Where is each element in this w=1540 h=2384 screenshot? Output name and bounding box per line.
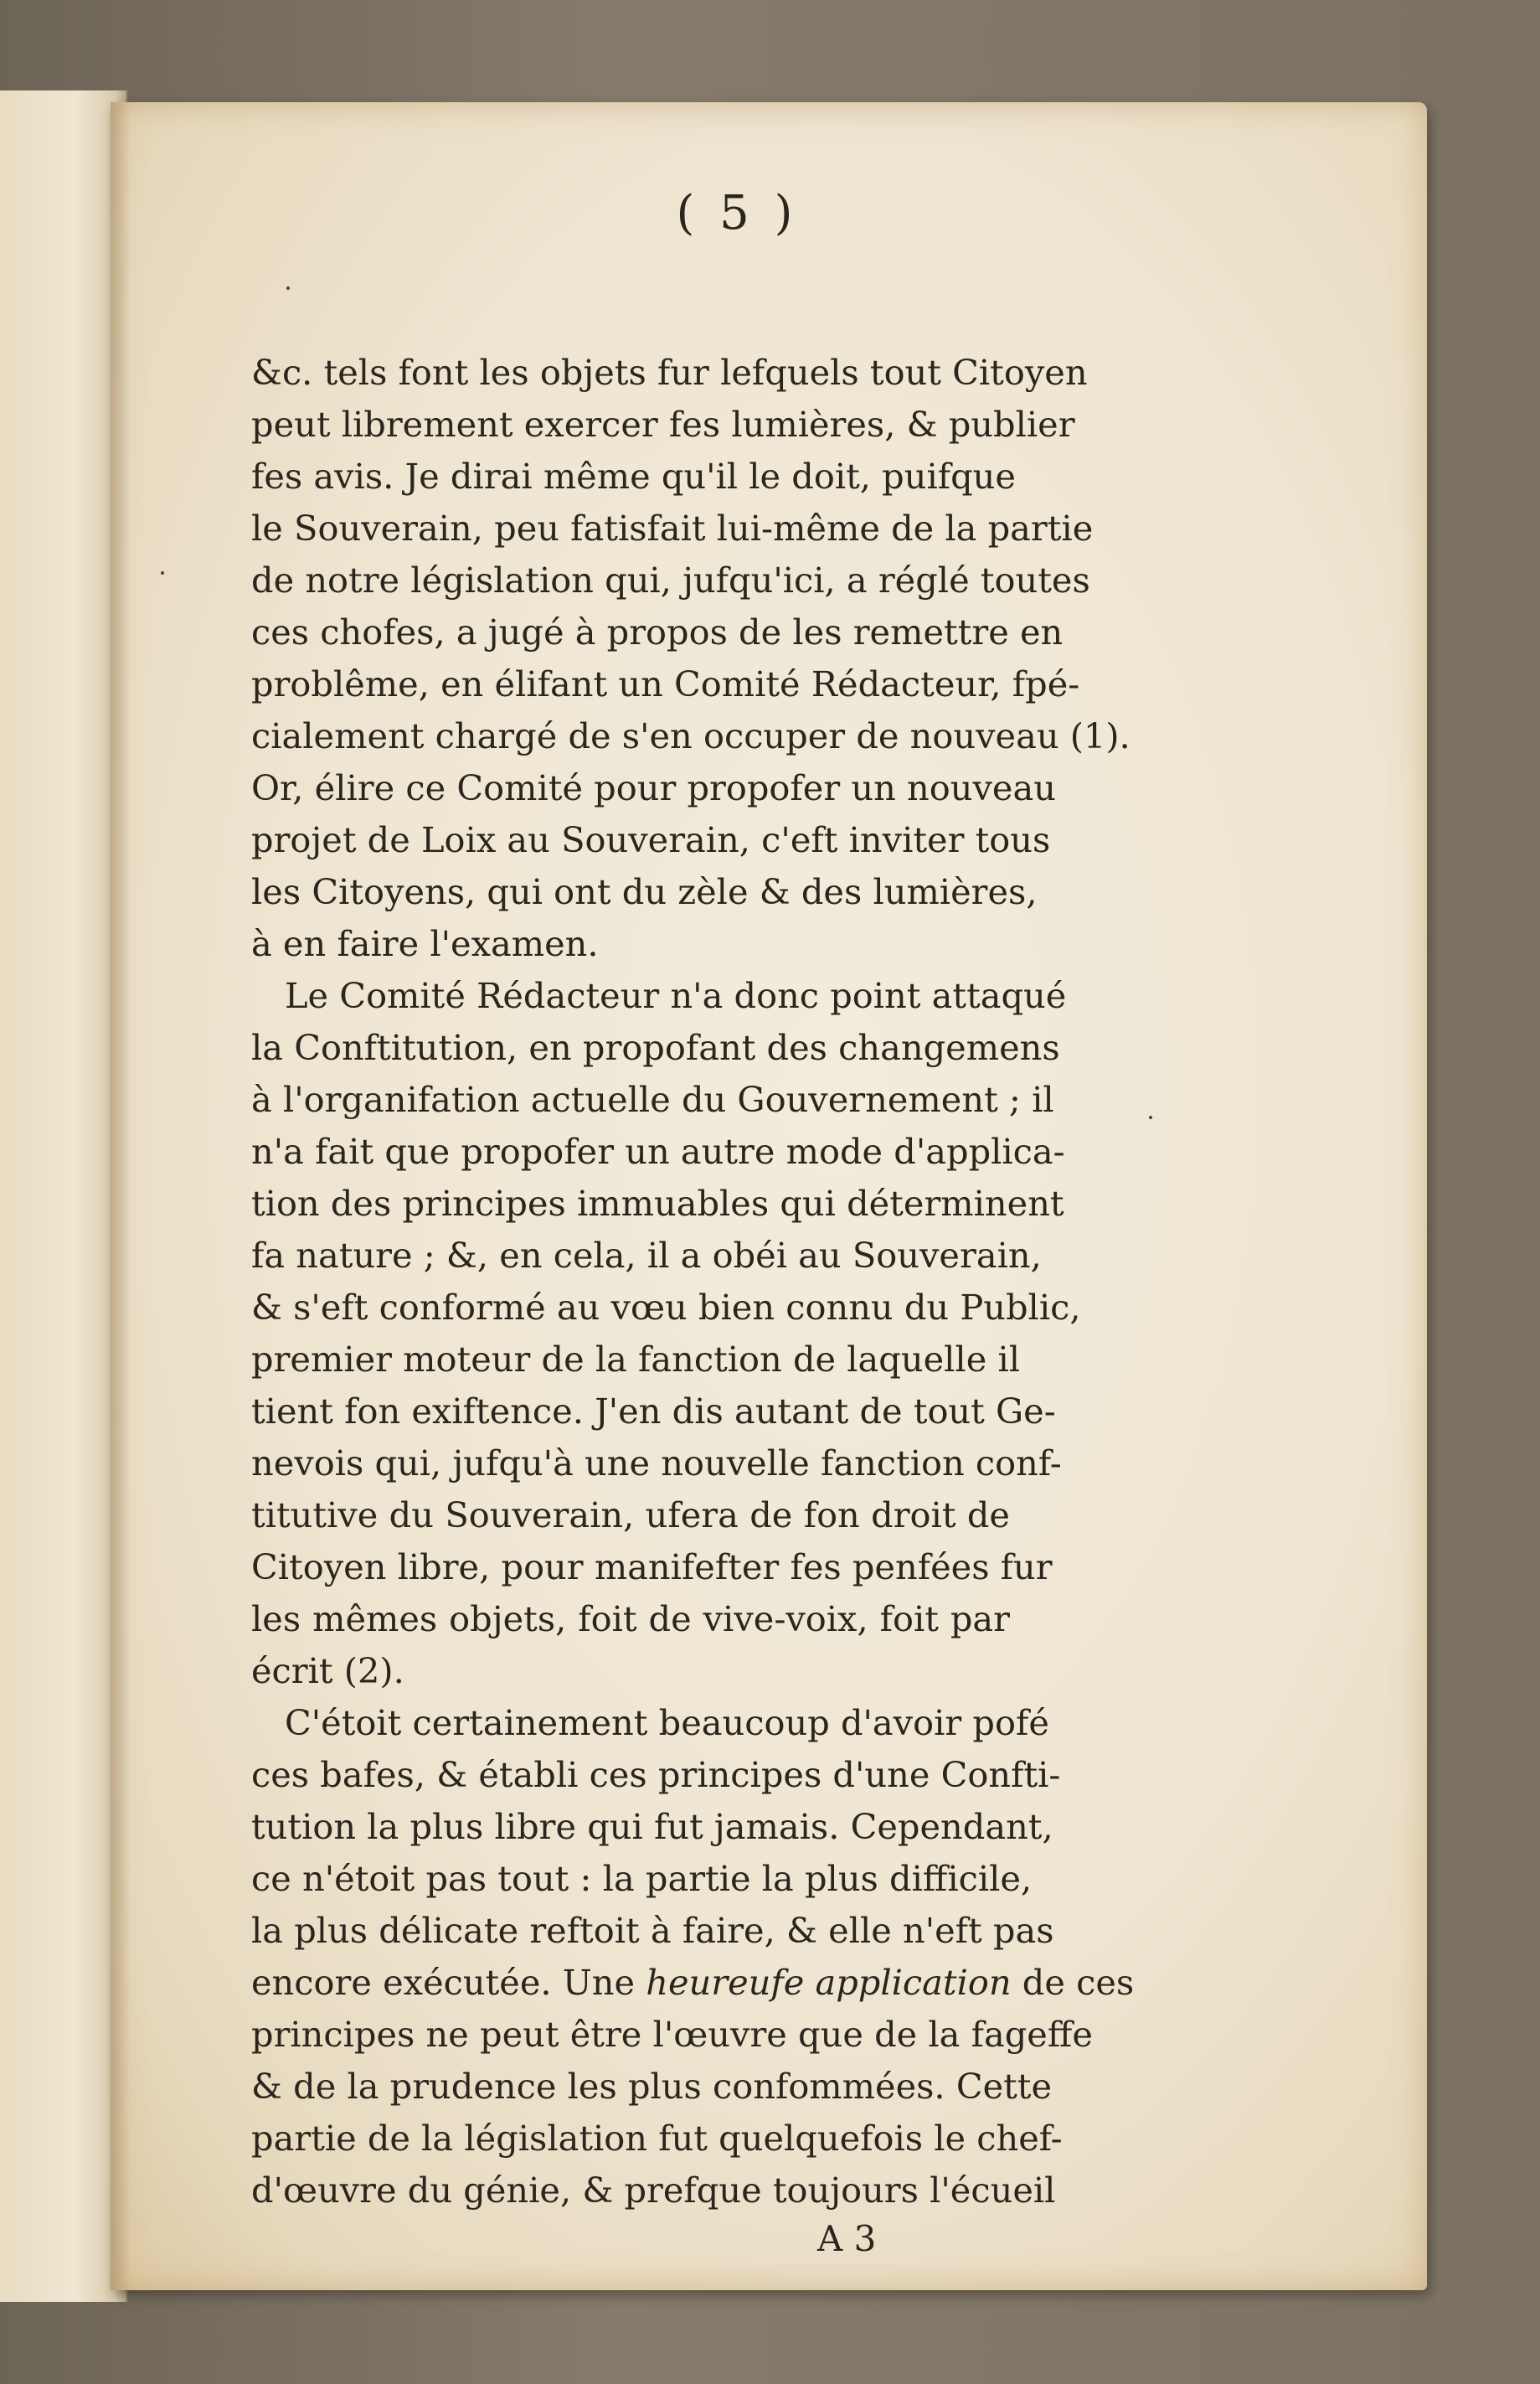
text-line: Le Comité Rédacteur n'a donc point attaqué [285, 975, 1067, 1016]
text-line: & de la prudence les plus confommées. Cette [251, 2066, 1053, 2107]
text-line: d'œuvre du génie, & prefque toujours l'écueil [251, 2170, 1056, 2211]
text-line: écrit (2). [251, 1650, 404, 1691]
text-span: encore exécutée. Une [251, 1962, 636, 2003]
paper-speck [286, 286, 290, 290]
text-line: problême, en élifant un Comité Rédacteur, fpé- [251, 663, 1080, 704]
text-line: cialement chargé de s'en occuper de nouveau (1). [251, 715, 1131, 756]
facing-page-edge [0, 90, 127, 2302]
signature-mark: A 3 [817, 2218, 877, 2259]
text-line: partie de la législation fut quelquefois le chef- [251, 2118, 1063, 2159]
text-line: Citoyen libre, pour manifefter fes penfées fur [251, 1546, 1053, 1587]
page-gutter-shadow [111, 102, 131, 2290]
text-line: n'a fait que propofer un autre mode d'applica- [251, 1131, 1065, 1172]
text-span: de ces [1022, 1962, 1135, 2003]
text-line: &c. tels font les objets fur lefquels tout Citoyen [251, 352, 1088, 393]
text-line: tution la plus libre qui fut jamais. Cependant, [251, 1806, 1053, 1847]
text-line: les Citoyens, qui ont du zèle & des lumières, [251, 871, 1038, 912]
text-line: & s'eft conformé au vœu bien connu du Public, [251, 1287, 1081, 1328]
text-line: le Souverain, peu fatisfait lui-même de la partie [251, 508, 1094, 549]
text-line: ces bafes, & établi ces principes d'une Confti- [251, 1754, 1061, 1795]
italic-phrase: heureufe application [646, 1962, 1012, 2003]
paper-speck [161, 571, 164, 575]
text-line: ce n'étoit pas tout : la partie la plus difficile, [251, 1858, 1033, 1899]
text-line: fes avis. Je dirai même qu'il le doit, puifque [251, 456, 1016, 497]
text-line: ces chofes, a jugé à propos de les remettre en [251, 611, 1064, 653]
page-number-header: ( 5 ) [676, 186, 798, 240]
text-line: premier moteur de la fanction de laquelle il [251, 1339, 1020, 1380]
text-line: nevois qui, jufqu'à une nouvelle fanction conf- [251, 1442, 1062, 1484]
text-line: de notre législation qui, jufqu'ici, a réglé toutes [251, 560, 1090, 601]
text-line: principes ne peut être l'œuvre que de la fageffe [251, 2014, 1093, 2055]
text-line: tion des principes immuables qui déterminent [251, 1183, 1064, 1224]
text-line: la Conftitution, en propofant des changemens [251, 1027, 1060, 1068]
text-line: C'étoit certainement beaucoup d'avoir pofé [285, 1702, 1049, 1743]
text-line: fa nature ; &, en cela, il a obéi au Souverain, [251, 1235, 1042, 1276]
paper-speck [1149, 1116, 1152, 1119]
text-line: projet de Loix au Souverain, c'eft inviter tous [251, 819, 1051, 860]
text-line: à l'organifation actuelle du Gouvernement ; il [251, 1079, 1054, 1120]
text-line: la plus délicate reftoit à faire, & elle n'eft pas [251, 1910, 1054, 1951]
text-line: tient fon exiftence. J'en dis autant de tout Ge- [251, 1391, 1056, 1432]
text-line: les mêmes objets, foit de vive-voix, foit par [251, 1598, 1010, 1639]
text-line: peut librement exercer fes lumières, & publier [251, 404, 1075, 445]
text-line-mixed [251, 1962, 1135, 2010]
text-line: à en faire l'examen. [251, 923, 599, 964]
text-line: titutive du Souverain, ufera de fon droit de [251, 1494, 1010, 1535]
text-line: Or, élire ce Comité pour propofer un nouveau [251, 767, 1056, 808]
